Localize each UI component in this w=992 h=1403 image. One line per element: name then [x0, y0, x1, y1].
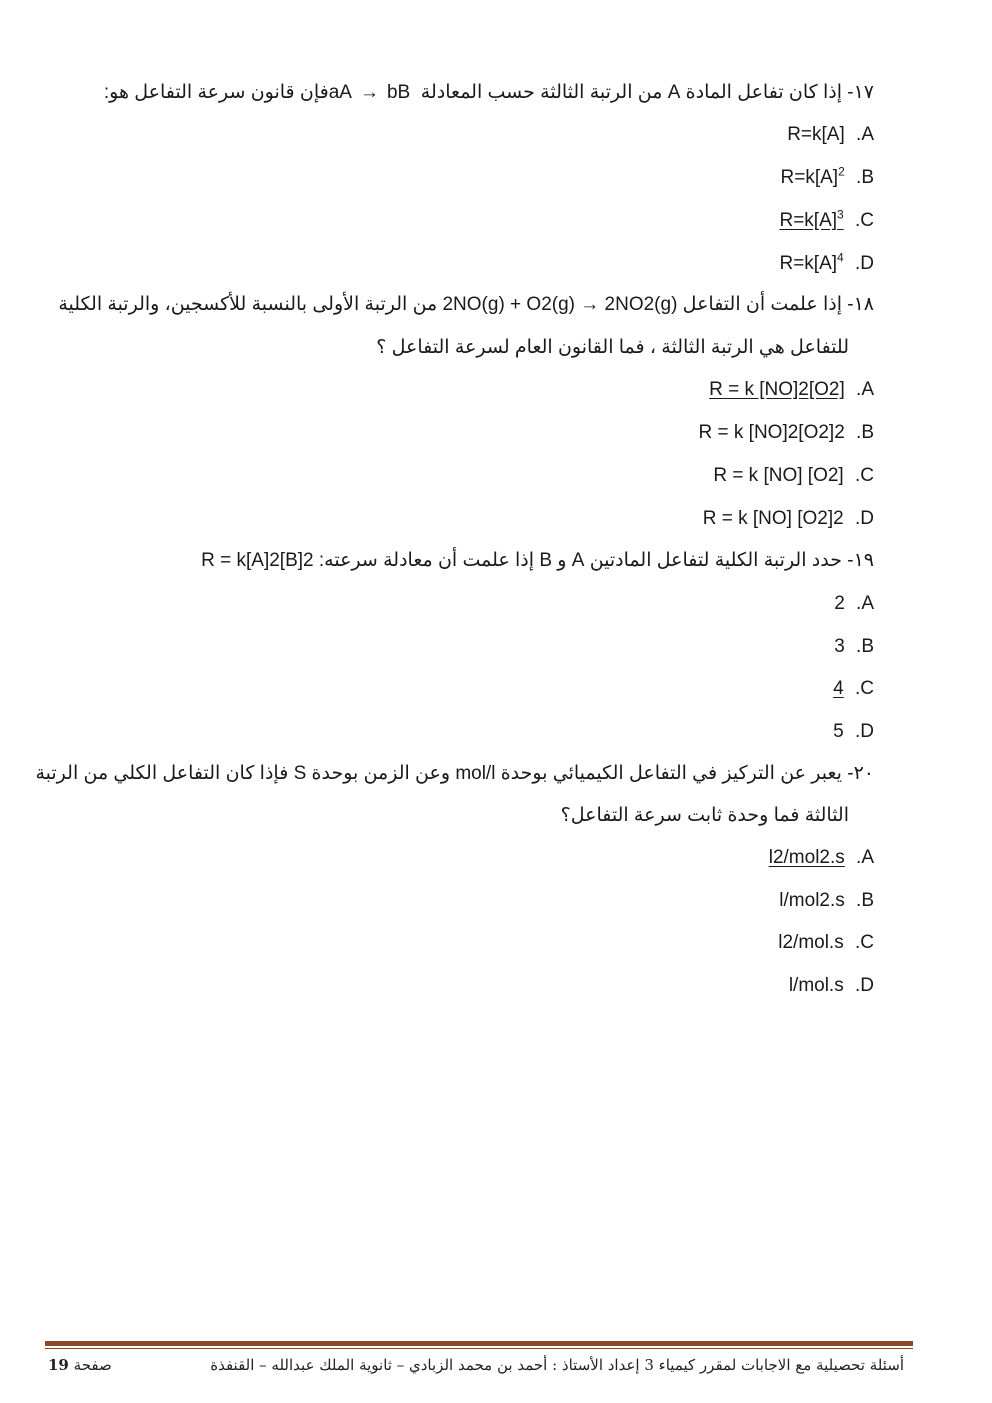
q17-option-b[interactable]: [781, 165, 874, 191]
q17-option-b-letter: .B: [856, 167, 874, 188]
q20-option-c[interactable]: [778, 930, 874, 956]
q20-option-c-letter: .C: [855, 932, 874, 953]
q18-option-b[interactable]: [699, 420, 874, 446]
q17-text-after: فإن قانون سرعة التفاعل هو:: [103, 82, 329, 103]
q20-option-a[interactable]: [769, 845, 874, 871]
footer-page-value: 19: [48, 1356, 69, 1374]
q18-stem-line2: للتفاعل هي الرتبة الثالثة ، فما القانون العام لسرعة التفاعل ؟: [376, 337, 849, 358]
q19-stem: [201, 548, 874, 574]
q20-option-d[interactable]: [789, 973, 874, 999]
q18-option-a-letter: .A: [856, 379, 874, 400]
q17-option-a-text: R=k[A]: [787, 124, 845, 145]
q18-option-b-text: R = k [NO]2[O2]2: [698, 422, 845, 443]
q17-option-d-letter: .D: [855, 253, 874, 274]
q20-option-b-letter: .B: [856, 890, 874, 911]
q18-option-c-letter: .C: [855, 465, 874, 486]
q18-option-c-text: R = k [NO] [O2]: [713, 465, 844, 486]
q19-option-a-text: 2: [834, 593, 845, 614]
q19-option-d[interactable]: [833, 719, 874, 745]
q17-arrow: →: [359, 82, 379, 103]
q17-eq-left: aA: [328, 82, 352, 103]
q17-option-c-text: [779, 207, 844, 231]
q19-number: ١٩-: [847, 550, 874, 571]
q19-option-c[interactable]: [833, 676, 874, 702]
q19-text: حدد الرتبة الكلية لتفاعل المادتين A و B إذا علمت أن معادلة سرعته:: [318, 550, 842, 571]
q20-option-b-text: l/mol2.s: [779, 890, 845, 911]
q18-option-a-text: R = k [NO]2[O2]: [709, 379, 845, 400]
q18-option-b-letter: .B: [856, 422, 874, 443]
q17-option-a[interactable]: [787, 122, 874, 148]
q17-number: ١٧-: [847, 82, 874, 103]
q18-number: ١٨-: [847, 294, 874, 315]
q20-option-b[interactable]: [779, 888, 874, 914]
q17-option-c-sup: 3: [837, 207, 844, 222]
q17-option-d-text: [779, 250, 844, 274]
q17-option-c-base: R=k[A]: [779, 210, 838, 231]
q18-option-d-letter: .D: [855, 508, 874, 529]
q20-option-d-letter: .D: [855, 975, 874, 996]
q20-stem-line1: [35, 761, 874, 787]
q19-equation: R = k[A]2[B]2: [201, 550, 314, 571]
q18-option-d[interactable]: [703, 506, 874, 532]
q18-stem-line1: [58, 292, 874, 318]
q17-option-d-sup: 4: [837, 250, 844, 265]
q17-text-before: إذا كان تفاعل المادة A من الرتبة الثالثة حسب المعادلة: [420, 82, 842, 103]
q18-option-c[interactable]: [713, 463, 874, 489]
footer-rule-thin: [45, 1348, 913, 1349]
q19-option-b[interactable]: [834, 634, 874, 660]
q17-stem: [104, 80, 874, 106]
footer-page-label: صفحة: [73, 1356, 112, 1374]
q17-option-a-letter: .A: [856, 124, 874, 145]
q17-option-c[interactable]: [779, 208, 874, 234]
q20-stem-line2: الثالثة فما وحدة ثابت سرعة التفاعل؟: [560, 805, 849, 826]
q19-option-b-letter: .B: [856, 636, 874, 657]
q18-text-line1: إذا علمت أن التفاعل 2NO(g) + O2(g) → 2NO2(g) من الرتبة الأولى بالنسبة للأكسجين، والرتبة الكلية: [58, 294, 842, 315]
q20-option-a-text: l2/mol2.s: [768, 847, 845, 868]
q20-number: ٢٠-: [847, 763, 874, 784]
q17-option-c-letter: .C: [855, 210, 874, 231]
q18-option-d-text: R = k [NO] [O2]2: [702, 508, 844, 529]
q18-option-a[interactable]: [709, 377, 874, 403]
q17-option-b-text: [780, 164, 845, 188]
q17-equation: [329, 82, 416, 103]
footer-page-number: [48, 1356, 112, 1374]
footer-rule-thick: [45, 1341, 913, 1346]
q17-option-b-sup: 2: [838, 164, 845, 179]
q19-option-d-letter: .D: [855, 721, 874, 742]
q19-option-c-letter: .C: [855, 678, 874, 699]
q17-eq-right: bB: [386, 82, 411, 103]
q19-option-a-letter: .A: [856, 593, 874, 614]
q17-option-d-base: R=k[A]: [779, 253, 838, 274]
q17-option-b-base: R=k[A]: [780, 167, 839, 188]
q20-option-d-text: l/mol.s: [788, 975, 844, 996]
q19-option-b-text: 3: [834, 636, 845, 657]
q19-option-d-text: 5: [833, 721, 844, 742]
footer-text: أسئلة تحصيلية مع الاجابات لمقرر كيمياء 3 إعداد الأستاذ : أحمد بن محمد الزبادي – ثانوية الملك عبدالله – القنفذة: [210, 1356, 904, 1374]
q20-option-c-text: l2/mol.s: [778, 932, 844, 953]
q19-option-a[interactable]: [834, 591, 874, 617]
q19-option-c-text: 4: [833, 678, 844, 699]
q20-option-a-letter: .A: [856, 847, 874, 868]
q20-text-line1: يعبر عن التركيز في التفاعل الكيميائي بوحدة mol/l وعن الزمن بوحدة S فإذا كان التفاعل الكلي من الرتبة: [35, 763, 842, 784]
q17-option-d[interactable]: [779, 251, 874, 277]
